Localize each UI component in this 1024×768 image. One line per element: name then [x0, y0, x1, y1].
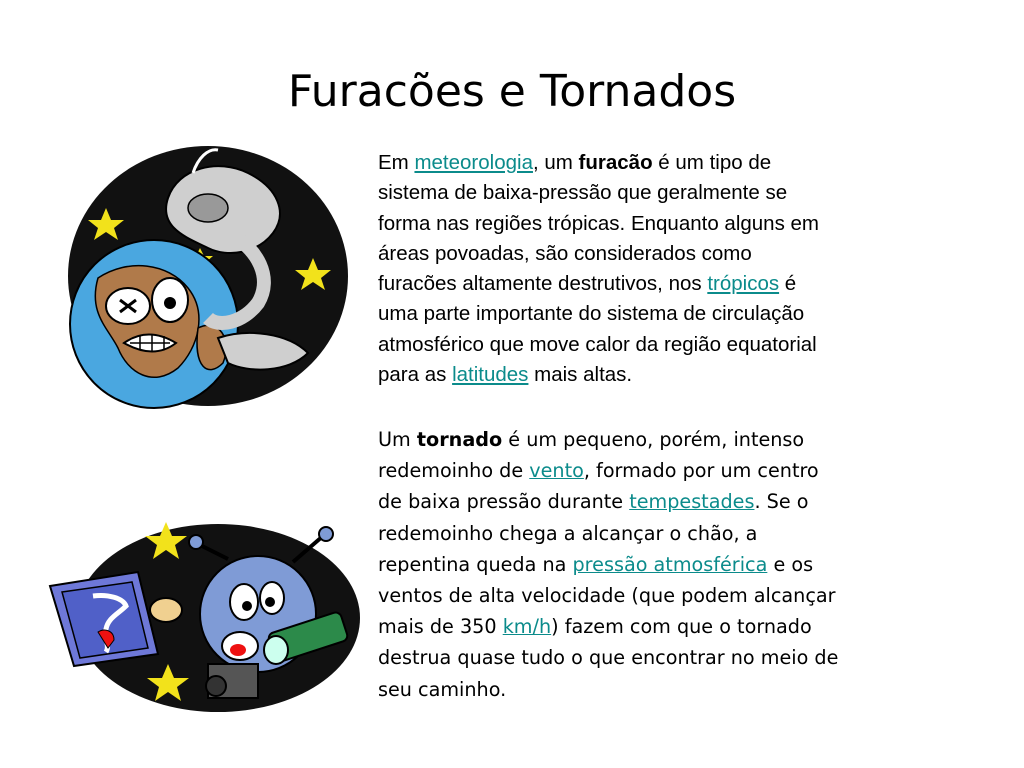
text-line: sistema de baixa-pressão que geralmente se	[378, 181, 788, 205]
link-vento[interactable]: vento	[529, 459, 584, 483]
text-line: redemoinho chega a alcançar o chão, a	[378, 521, 758, 545]
text: e os	[767, 552, 814, 576]
link-latitudes[interactable]: latitudes	[452, 363, 529, 387]
text: . Se o	[754, 490, 809, 514]
link-tropicos[interactable]: trópicos	[707, 272, 780, 296]
text: Um	[378, 428, 417, 451]
text: para as	[378, 363, 453, 387]
link-pressao-atmosferica[interactable]: pressão atmosférica	[572, 552, 768, 576]
hurricane-earth-cartoon-image	[58, 138, 350, 410]
tornado-paragraph	[378, 424, 948, 705]
link-tempestades[interactable]: tempestades	[629, 490, 755, 514]
text: é um tipo de	[652, 151, 772, 174]
text-line: ventos de alta velocidade (que podem alcançar	[378, 584, 836, 608]
text: redemoinho de	[378, 459, 530, 483]
bold-term-tornado: tornado	[416, 428, 503, 451]
text: é	[779, 272, 797, 296]
page-title: Furacões e Tornados	[287, 66, 737, 117]
text: de baixa pressão durante	[378, 490, 630, 514]
text: repentina queda na	[378, 552, 573, 576]
text: mais altas.	[528, 363, 633, 387]
text: Em	[378, 151, 415, 174]
hurricane-paragraph	[378, 148, 938, 390]
text: ) fazem com que o tornado	[551, 615, 812, 639]
link-km-h[interactable]: km/h	[502, 615, 552, 639]
text-line: atmosférico que move calor da região equatorial	[378, 332, 817, 356]
bold-term-furacao: furacão	[578, 151, 653, 174]
text: mais de 350	[378, 615, 503, 639]
text-line: áreas povoadas, são considerados como	[378, 241, 752, 265]
text-line: uma parte importante do sistema de circulação	[378, 302, 805, 326]
text-line: destrua quase tudo o que encontrar no meio de	[378, 646, 839, 670]
text: é um pequeno, porém, intenso	[502, 428, 805, 451]
text: furacões altamente destrutivos, nos	[378, 272, 708, 296]
tornado-tv-camera-cartoon-image	[48, 514, 360, 714]
text-line: forma nas regiões trópicas. Enquanto alguns em	[378, 211, 820, 235]
link-meteorologia[interactable]: meteorologia	[414, 151, 533, 174]
text: , formado por um centro	[583, 459, 819, 483]
text: , um	[532, 151, 579, 174]
text-line: seu caminho.	[378, 677, 507, 701]
